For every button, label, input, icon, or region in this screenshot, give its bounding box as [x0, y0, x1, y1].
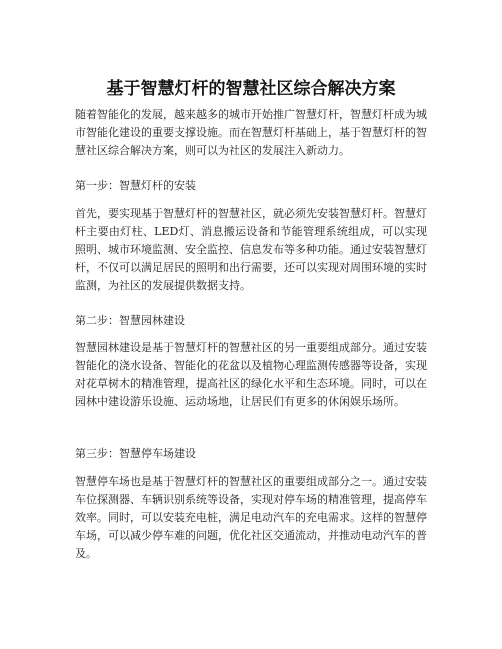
intro-paragraph: 随着智能化的发展，越来越多的城市开始推广智慧灯杆，智慧灯杆成为城市智能化建设的重要支撑设施。而在智慧灯杆基础上，基于智慧灯杆的智慧社区综合解决方案，则可以为社区的发展注入新动力。	[75, 108, 427, 157]
section-2-heading: 第二步：智慧园林建设	[75, 314, 185, 327]
document-title: 基于智慧灯杆的智慧社区综合解决方案	[106, 79, 396, 99]
section-1-heading: 第一步：智慧灯杆的安装	[75, 179, 196, 192]
section-3-heading: 第三步：智慧停车场建设	[75, 447, 196, 460]
section-1-paragraph: 首先，要实现基于智慧灯杆的智慧社区，就必须先安装智慧灯杆。智慧灯杆主要由灯柱、LED灯、消息搬运设备和节能管理系统组成，可以实现照明、城市环境监测、安全监控、信息发布等多种功能。通过安装智慧灯杆，不仅可以满足居民的照明和出行需要，还可以实现对周围环境的实时监测，为社区的发展提供数据支持。	[75, 207, 427, 292]
section-2-paragraph: 智慧园林建设是基于智慧灯杆的智慧社区的另一重要组成部分。通过安装智能化的浇水设备、智能化的花盆以及植物心理监测传感器等设备，实现对花草树木的精准管理，提高社区的绿化水平和生态环境。同时，可以在园林中建设游乐设施、运动场地，让居民们有更多的休闲娱乐场所。	[75, 341, 427, 408]
section-3-paragraph: 智慧停车场也是基于智慧灯杆的智慧社区的重要组成部分之一。通过安装车位探测器、车辆识别系统等设备，实现对停车场的精准管理，提高停车效率。同时，可以安装充电桩，满足电动汽车的充电需求。这样的智慧停车场，可以减少停车难的问题，优化社区交通流动，并推动电动汽车的普及。	[75, 475, 427, 560]
